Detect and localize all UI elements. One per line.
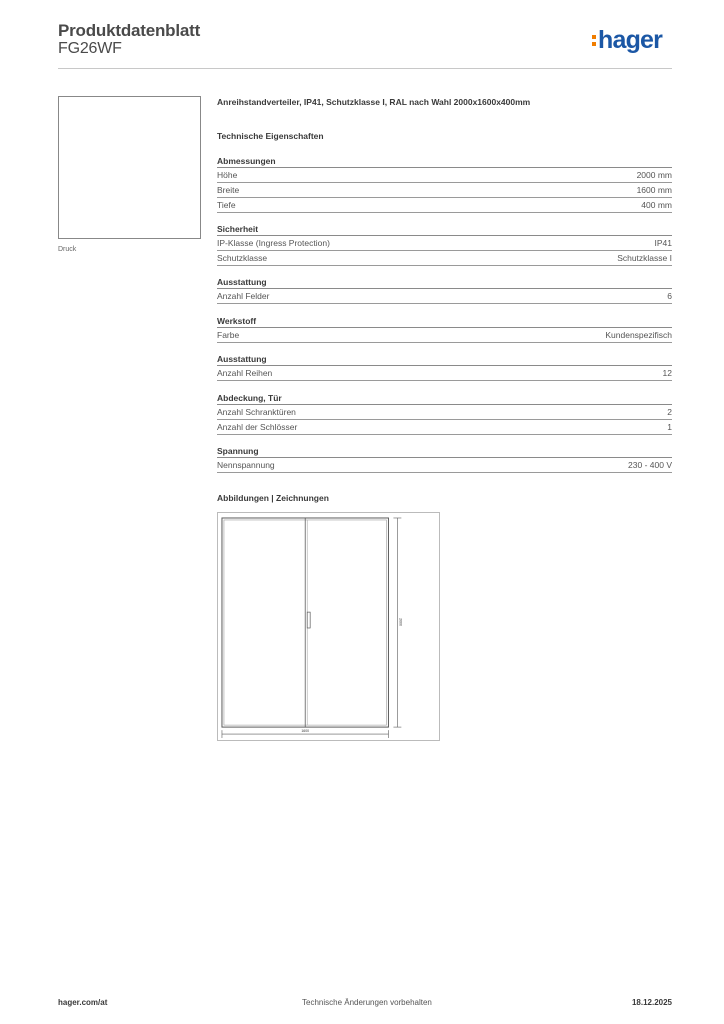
header-divider bbox=[58, 68, 672, 69]
footer-notice: Technische Änderungen vorbehalten bbox=[302, 998, 432, 1007]
spec-value: Schutzklasse I bbox=[617, 253, 672, 263]
spec-row-anzahl-schloesser bbox=[217, 420, 672, 435]
product-image-caption: Druck bbox=[58, 246, 77, 253]
section-title-spannung: Spannung bbox=[217, 446, 672, 458]
drawings-title: Abbildungen | Zeichnungen bbox=[217, 493, 329, 503]
spec-value: 400 mm bbox=[641, 200, 672, 210]
spec-value: 1 bbox=[667, 422, 672, 432]
section-title-sicherheit: Sicherheit bbox=[217, 224, 672, 236]
page-title: Produktdatenblatt bbox=[58, 21, 201, 40]
spec-value: 1600 mm bbox=[636, 185, 672, 195]
cabinet-drawing bbox=[217, 512, 440, 741]
spec-value: 6 bbox=[667, 291, 672, 301]
spec-value: 12 bbox=[662, 368, 672, 378]
section-title-werkstoff: Werkstoff bbox=[217, 316, 672, 328]
spec-label: Anzahl Reihen bbox=[217, 368, 273, 378]
spec-row-tiefe bbox=[217, 198, 672, 213]
section-title-ausstattung-2: Ausstattung bbox=[217, 354, 672, 366]
spec-label: Höhe bbox=[217, 170, 238, 180]
section-title-abmessungen: Abmessungen bbox=[217, 156, 672, 168]
spec-row-schutzklasse bbox=[217, 251, 672, 266]
hager-logo[interactable] bbox=[592, 28, 662, 53]
spec-row-farbe bbox=[217, 328, 672, 343]
spec-row-anzahl-schranktueren bbox=[217, 405, 672, 420]
spec-label: Anzahl Felder bbox=[217, 291, 270, 301]
spec-row-ip-klasse bbox=[217, 236, 672, 251]
article-number: FG26WF bbox=[58, 40, 122, 57]
spec-value: IP41 bbox=[654, 238, 672, 248]
spec-value: 230 - 400 V bbox=[628, 460, 672, 470]
spec-row-hoehe bbox=[217, 168, 672, 183]
section-title-ausstattung: Ausstattung bbox=[217, 277, 672, 289]
spec-label: Tiefe bbox=[217, 200, 236, 210]
spec-value: Kundenspezifisch bbox=[605, 330, 672, 340]
spec-label: Nennspannung bbox=[217, 460, 275, 470]
product-description: Anreihstandverteiler, IP41, Schutzklasse I, RAL nach Wahl 2000x1600x400mm bbox=[217, 97, 531, 107]
section-title-abdeckung-tuer: Abdeckung, Tür bbox=[217, 393, 672, 405]
door-handle-icon bbox=[307, 612, 310, 628]
spec-row-anzahl-felder bbox=[217, 289, 672, 304]
footer-website-link[interactable]: hager.com/at bbox=[58, 998, 108, 1007]
width-dimension-label: 1600 bbox=[301, 729, 310, 734]
spec-label: Schutzklasse bbox=[217, 253, 268, 263]
footer-date: 18.12.2025 bbox=[631, 998, 672, 1007]
spec-label: Farbe bbox=[217, 330, 240, 340]
spec-row-breite bbox=[217, 183, 672, 198]
product-image bbox=[58, 96, 201, 239]
spec-row-nennspannung bbox=[217, 458, 672, 473]
logo-text: hager bbox=[598, 26, 663, 54]
spec-value: 2 bbox=[667, 407, 672, 417]
logo-dots-icon bbox=[592, 35, 596, 46]
spec-label: Anzahl Schranktüren bbox=[217, 407, 296, 417]
spec-value: 2000 mm bbox=[636, 170, 672, 180]
spec-label: Anzahl der Schlösser bbox=[217, 422, 298, 432]
spec-label: Breite bbox=[217, 185, 240, 195]
tech-properties-title: Technische Eigenschaften bbox=[217, 131, 324, 141]
spec-label: IP-Klasse (Ingress Protection) bbox=[217, 238, 330, 248]
spec-row-anzahl-reihen bbox=[217, 366, 672, 381]
height-dimension-label: 2000 bbox=[398, 618, 403, 626]
